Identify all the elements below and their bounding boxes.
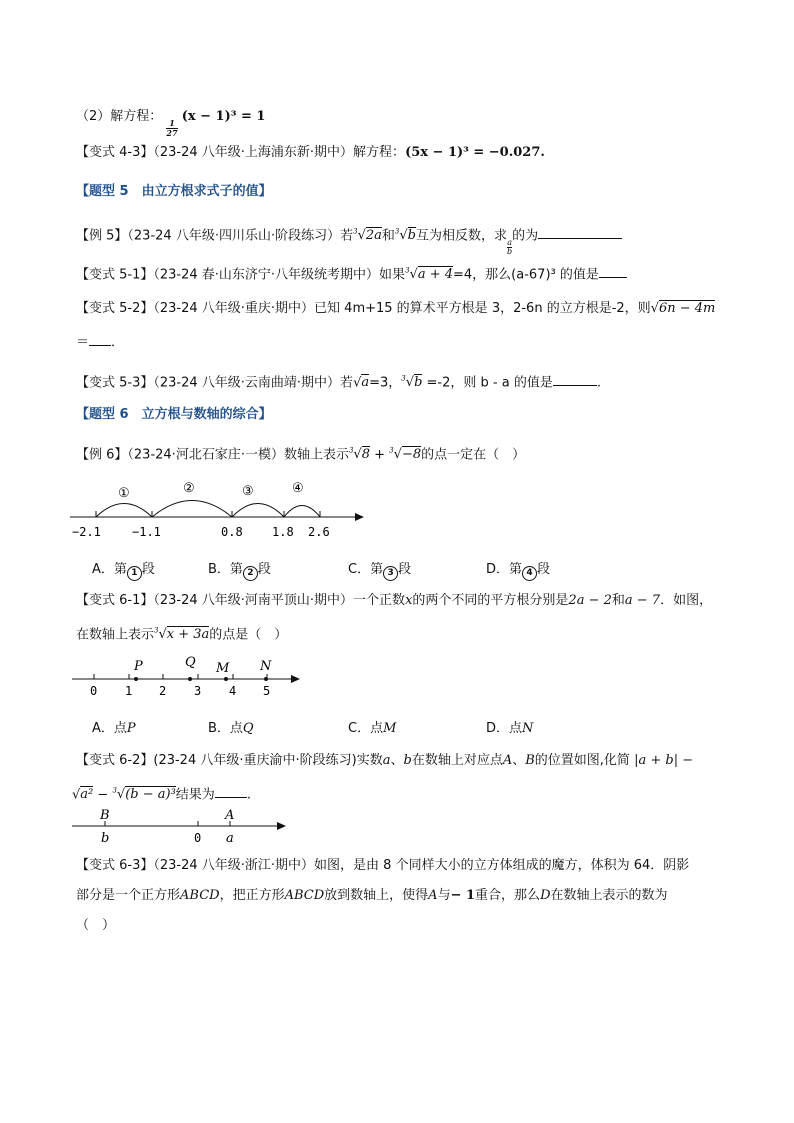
tag: 【例 5】: [76, 228, 128, 244]
option-label: D．点: [486, 721, 523, 736]
question-2-line: [76, 108, 265, 138]
variant-6-2: [76, 752, 693, 770]
cube-root: $^3$√b: [394, 228, 416, 244]
tick-label: 1: [125, 684, 133, 698]
option-label: B．点: [208, 721, 243, 736]
variant-6-3-paren: （ ）: [76, 918, 116, 933]
cube-root: $^3$√a + 4: [405, 267, 454, 283]
tick-label: 4: [229, 684, 237, 698]
answer-blank[interactable]: [538, 226, 622, 239]
text: 互为相反数，求: [416, 228, 508, 244]
radicand: a + 4: [417, 267, 454, 283]
circled-number: 3: [383, 566, 398, 581]
option-suffix: 段: [141, 562, 155, 577]
option-label: B．第: [208, 562, 243, 577]
option-var: Q: [242, 721, 254, 736]
variant-6-2-cont: √a² − $^3$√(b − a)³结果为 .: [72, 787, 251, 803]
tag: 【变式 6-3】: [76, 858, 154, 873]
circled-number: 1: [127, 566, 142, 581]
text: ．如图，: [660, 593, 713, 608]
option-d[interactable]: [486, 558, 550, 581]
radicand: 2a: [365, 228, 382, 244]
cube-root: $^3$√x + 3a: [154, 627, 210, 643]
point-label-a: A: [225, 808, 235, 823]
option-c[interactable]: [348, 717, 396, 736]
option-label: D．第: [486, 562, 523, 577]
option-label: A．点: [92, 721, 127, 736]
variant-5-2-cont: ＝ ．: [76, 335, 125, 350]
tick-label: 0: [90, 684, 98, 698]
radicand: 6n − 4m: [658, 301, 716, 316]
tick-label: −1.1: [132, 525, 161, 539]
tag: 【变式 5-2】: [76, 301, 154, 316]
point-p: [134, 677, 138, 681]
value-label-b: b: [101, 831, 110, 846]
cube-root: $^3$√8: [348, 447, 370, 463]
text: （23-24 八年级·河南平顶山·期中）一个正数: [153, 593, 406, 608]
text: 的为: [512, 228, 539, 244]
square-root: √6n − 4m: [650, 301, 716, 316]
text: 与: [437, 888, 451, 903]
answer-blank[interactable]: [553, 373, 597, 386]
text: （23-24 春·山东济宁·八年级统考期中）如果: [153, 267, 406, 283]
variant-6-1-cont: [76, 622, 287, 644]
text: 的点是（ ）: [209, 627, 288, 643]
variant-5-1: [76, 262, 627, 284]
text: （23-24 八年级·浙江·期中）如图，是由 8 个同样大小的立方体组成的魔方，体积为 64．阴影: [153, 858, 690, 873]
point-label: N: [260, 659, 272, 674]
point-label: P: [134, 659, 143, 674]
option-b[interactable]: [208, 717, 254, 736]
origin-label: 0: [194, 831, 202, 845]
arc-segment-4: [284, 506, 320, 518]
text: 重合，那么: [475, 888, 541, 903]
arc-segment-1: [96, 504, 152, 518]
number-line-pqmn-figure: [70, 654, 306, 700]
option-label: C．第: [348, 562, 384, 577]
math-expr: − 1: [450, 888, 476, 903]
point-label: Q: [185, 655, 196, 670]
section-heading-6: 【题型 6 立方根与数轴的综合】: [76, 407, 272, 422]
radicand: a²: [80, 787, 94, 803]
answer-blank[interactable]: [89, 333, 111, 346]
text: 结果为: [175, 787, 215, 803]
text: 的点一定在（ ）: [421, 447, 526, 463]
cube-root: $^3$√(b − a)³: [112, 787, 176, 803]
source: （23-24 八年级·上海浦东新·期中）解方程：: [153, 145, 406, 160]
tick-label: 2: [159, 684, 167, 698]
text: ＝: [76, 335, 90, 350]
question-label: （2）解方程：: [76, 109, 163, 124]
arc-label-2: ②: [183, 481, 195, 496]
text: 在数轴上表示的数为: [550, 888, 668, 903]
arc-segment-2: [152, 501, 232, 518]
text: （23-24·河北石家庄·一模）数轴上表示: [127, 447, 349, 463]
option-suffix: 段: [257, 562, 271, 577]
math-var: B: [525, 753, 535, 768]
arc-label-3: ③: [242, 484, 254, 499]
radicand: 8: [361, 447, 370, 463]
frac-num: 1: [166, 119, 177, 129]
equation: (x − 1)³ = 1: [181, 109, 266, 124]
option-a[interactable]: [92, 558, 155, 581]
option-var: N: [522, 721, 534, 736]
option-c[interactable]: [348, 558, 411, 581]
tick-label: 5: [263, 684, 271, 698]
text: =-2，则 b - a 的值是: [422, 375, 553, 391]
math-var: ABCD: [284, 888, 325, 903]
tag: 【变式 5-1】: [76, 267, 154, 283]
option-suffix: 段: [537, 562, 551, 577]
text: 部分是一个正方形: [76, 888, 181, 903]
radicand: b: [407, 228, 416, 244]
option-b[interactable]: [208, 558, 271, 581]
text: 和: [611, 593, 625, 608]
answer-blank[interactable]: [599, 265, 627, 278]
math-var: x: [405, 593, 413, 608]
text: −: [93, 787, 113, 803]
equation: (5x − 1)³ = −0.027.: [405, 145, 545, 160]
radicand: −8: [401, 447, 422, 463]
text: 、: [512, 753, 526, 768]
tick-label: 2.6: [308, 525, 330, 539]
square-root: √a: [353, 375, 370, 391]
text: =3，: [369, 375, 402, 391]
section-heading-5: 【题型 5 由立方根求式子的值】: [76, 184, 272, 199]
radicand: x + 3a: [166, 627, 210, 643]
frac-num: a: [507, 238, 512, 248]
tick-label: 0.8: [221, 525, 243, 539]
variant-5-2: [76, 300, 715, 318]
value-label-a: a: [226, 831, 234, 846]
example-6: [76, 442, 525, 464]
axis-arrow: [277, 822, 286, 830]
circled-number: 4: [522, 566, 537, 581]
fraction: [166, 119, 177, 138]
answer-blank[interactable]: [215, 785, 247, 798]
text: （23-24 八年级·四川乐山·阶段练习）若: [127, 228, 354, 244]
variant-6-1: [76, 592, 712, 610]
tick-label: 1.8: [272, 525, 294, 539]
text: ，把正方形: [219, 888, 285, 903]
variant-5-3: 【变式 5-3】（23-24 八年级·云南曲靖·期中）若√a=3，$^3$√b =-2，则 b - a 的值是 .: [76, 375, 601, 391]
math-var: a: [382, 753, 391, 768]
tag: 【变式 6-1】: [76, 593, 154, 608]
axis-arrow: [355, 513, 364, 521]
math-var: D: [540, 888, 551, 903]
tag: 【变式 4-3】: [76, 145, 154, 160]
radicand: a: [361, 375, 370, 391]
tick-label: 3: [194, 684, 202, 698]
variant-6-3-cont: [76, 887, 668, 905]
text: 放到数轴上，使得: [324, 888, 429, 903]
text: +: [370, 447, 390, 463]
variant-4-3: [76, 144, 545, 162]
text: （23-24 八年级·重庆·期中）已知 4m+15 的算术平方根是 3，2-6n 的立方根是-2，则: [153, 301, 651, 316]
math-var: A: [428, 888, 438, 903]
square-root: √a²: [72, 787, 94, 803]
arc-label-1: ①: [118, 486, 130, 501]
point-label-b: B: [100, 808, 110, 823]
math-var: b: [403, 753, 412, 768]
text: 、: [390, 753, 404, 768]
text: (23-24 八年级·重庆渝中·阶段练习)实数: [153, 753, 383, 768]
text: （23-24 八年级·云南曲靖·期中）若: [153, 375, 354, 391]
point-m: [224, 677, 228, 681]
cube-root: $^3$√−8: [389, 447, 422, 463]
text: 的位置如图,化简: [534, 753, 630, 768]
option-var: P: [126, 721, 136, 736]
cube-root: $^3$√2a: [353, 228, 382, 244]
point-q: [188, 677, 192, 681]
text: 在数轴上对应点: [411, 753, 503, 768]
frac-den: b: [507, 247, 513, 257]
tick-label: −2.1: [72, 525, 101, 539]
math-expr: a − 7: [624, 593, 661, 608]
frac-den: 27: [166, 128, 178, 138]
option-d[interactable]: [486, 717, 533, 736]
example-5: [76, 223, 622, 256]
option-a[interactable]: [92, 717, 136, 736]
option-suffix: 段: [398, 562, 412, 577]
cube-root: $^3$√b: [401, 375, 423, 391]
math-expr: |a + b| −: [634, 753, 694, 768]
math-expr: 2a − 2: [568, 593, 612, 608]
axis-arrow: [291, 675, 300, 683]
tag: 【变式 5-3】: [76, 375, 154, 391]
radicand: (b − a)³: [125, 787, 176, 803]
arc-label-4: ④: [292, 481, 304, 496]
text: 的两个不同的平方根分别是: [412, 593, 569, 608]
number-line-ab-figure: [70, 804, 294, 850]
circled-number: 2: [243, 566, 258, 581]
math-var: A: [502, 753, 513, 768]
text: 和: [381, 228, 395, 244]
variant-6-3: [76, 857, 689, 875]
point-label: M: [216, 661, 230, 676]
radicand: b: [414, 375, 423, 391]
arc-segment-3: [232, 504, 284, 518]
math-var: ABCD: [180, 888, 220, 903]
number-line-arcs-figure: [66, 476, 376, 542]
tag: 【例 6】: [76, 447, 128, 463]
tag: 【变式 6-2】: [76, 753, 154, 768]
option-label: A．第: [92, 562, 127, 577]
text: 在数轴上表示: [76, 627, 155, 643]
option-label: C．点: [348, 721, 384, 736]
option-var: M: [383, 721, 397, 736]
point-n: [264, 677, 268, 681]
text: =4，那么(a-67)³ 的值是: [453, 267, 599, 283]
